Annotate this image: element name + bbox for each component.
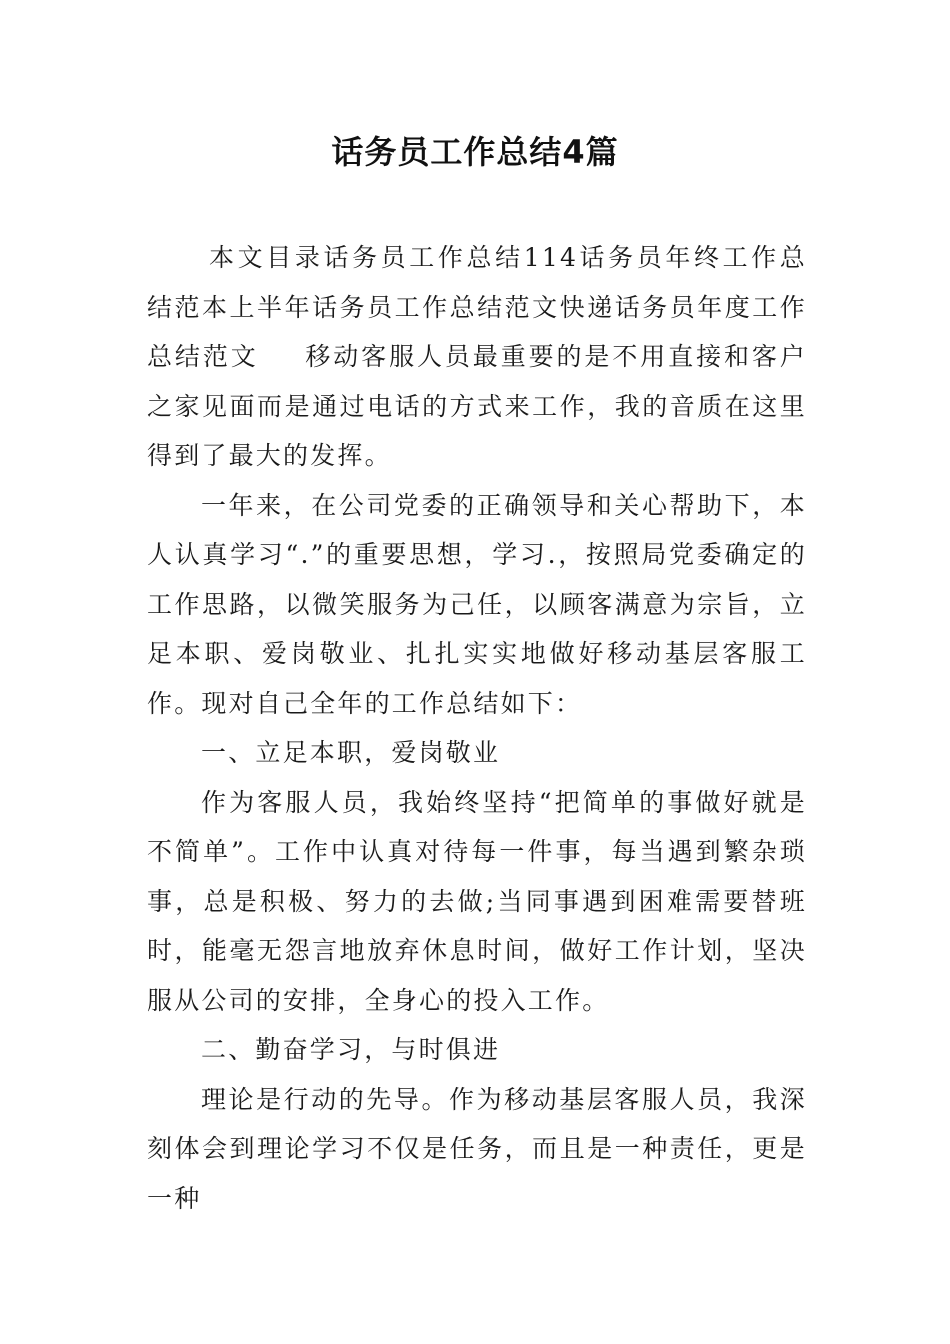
document-body (147, 233, 807, 1223)
intro-body-text: 移动客服人员最重要的是不用直接和客户之家见面而是通过电话的方式来工作，我的音质在这里得到了最大的发挥。 (147, 342, 807, 470)
paragraph-4: 理论是行动的先导。作为移动基层客服人员，我深刻体会到理论学习不仅是任务，而且是一种责任，更是一种 (147, 1084, 807, 1213)
paragraph-3: 作为客服人员，我始终坚持“把简单的事做好就是不简单”。工作中认真对待每一件事，每当遇到繁杂琐事，总是积极、努力的去做;当同事遇到困难需要替班时，能毫无怨言地放弃休息时间，做好工作计划，坚决服从公司的安排，全身心的投入工作。 (147, 787, 807, 1015)
intro-toc-text: 本文目录话务员工作总结114话务员年终工作总结范本上半年话务员工作总结范文快递话务员年度工作总结范文 (147, 243, 807, 371)
document-title: 话务员工作总结4篇 (331, 133, 619, 171)
section-heading-1: 一、立足本职，爱岗敬业 (201, 738, 501, 767)
intro-paragraph (147, 233, 807, 481)
section-heading-2: 二、勤奋学习，与时俱进 (201, 1035, 501, 1064)
paragraph-2: 一年来，在公司党委的正确领导和关心帮助下，本人认真学习“.”的重要思想，学习.，按照局党委确定的工作思路，以微笑服务为己任，以顾客满意为宗旨，立足本职、爱岗敬业、扎扎实实地做好移动基层客服工作。现对自己全年的工作总结如下： (147, 490, 807, 718)
